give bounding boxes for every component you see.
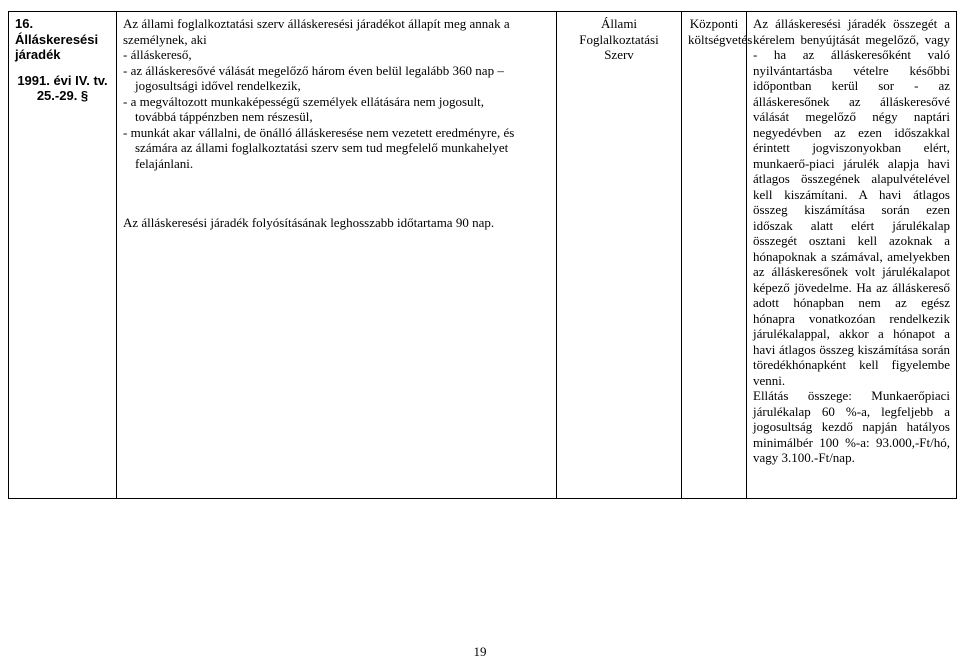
table-row [9, 12, 957, 499]
eligibility-cell [117, 12, 557, 499]
condition-item: - álláskereső, [123, 47, 192, 62]
condition-item: - az álláskeresővé válását megelőző három éven belül legalább 360 nap – [123, 62, 504, 78]
authority-text: Állami Foglalkoztatási Szerv [579, 16, 659, 62]
eligibility-intro: Az állami foglalkoztatási szerv álláskeresési járadékot állapít meg annak a személynek, aki [123, 16, 510, 47]
legal-reference: 1991. évi IV. tv. 25.-29. § [17, 72, 108, 103]
amount-calculation-text: Az álláskeresési járadék összegét a kérelem benyújtását megelőző, vagy - ha az álláskeresőként való nyilvántartásba vételre későbbi időpontban kerül sor - az álláskeresőnek az álláskeresővé válását megelőző négy naptári negyedévben az ezen időszakkal érintett jogviszonyokban elért, munkaerő-piaci járulék alapja havi átlagos összegének alapulvételével kell kiszámítani. A havi átlagos összeg kiszámítása során ezen időszak alatt elért járulékalap összegét osztani kell azoknak a hónapoknak a számával, amelyekben az álláskeresőnek volt járulékalapot képező jövedelme. Ha az álláskereső adott hónapban nem az egész hónapra vonatkozóan rendelkezik járulékalappal, akkor a hónapot a havi átlagos összeg kiszámítása során töredékhónapként kell figyelembe venni. [753, 16, 950, 388]
condition-item: - a megváltozott munkaképességű személyek ellátására nem jogosult, [123, 93, 484, 109]
benefit-title: 16. Álláskeresési járadék [15, 16, 99, 62]
benefits-table [8, 11, 957, 499]
condition-item-cont: felajánlani. [135, 155, 194, 171]
amount-value-text: Ellátás összege: Munkaerőpiaci járulékalap 60 %-a, legfeljebb a jogosultság kezdő napján hatályos minimálbér 100 %-a: 93.000,-Ft/hó, vagy 3.100.-Ft/nap. [753, 388, 950, 465]
funding-cell [682, 12, 753, 499]
condition-item-cont: számára az állami foglalkoztatási szerv sem tud megfelelő munkahelyet [135, 140, 509, 155]
page-number: 19 [473, 644, 487, 659]
benefit-title-cell [9, 12, 117, 499]
amount-cell [747, 12, 957, 499]
funding-text: Központi költségvetés [688, 16, 753, 47]
authority-cell [557, 12, 682, 499]
condition-item-cont: továbbá táppénzben nem részesül, [135, 109, 313, 124]
condition-item: - munkát akar vállalni, de önálló álláskeresése nem vezetett eredményre, és [123, 124, 515, 140]
condition-item-cont: jogosultsági idővel rendelkezik, [135, 78, 301, 93]
duration-text: Az álláskeresési járadék folyósításának leghosszabb időtartama 90 nap. [123, 215, 495, 230]
